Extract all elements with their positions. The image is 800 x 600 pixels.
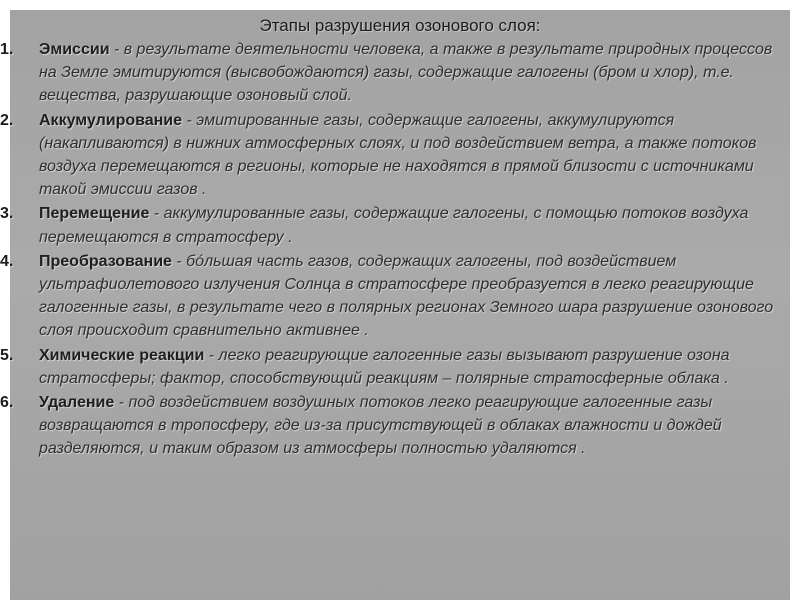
item-number: 6. (0, 394, 14, 412)
item-term: Перемещение (39, 205, 150, 223)
item-description: - легко реагирующие галогенные газы вызывают разрушение озона стратосферы; фактор, способствующий реакциям – полярные стратосферные облака . (39, 346, 730, 387)
page-title: Этапы разрушения озонового слоя: (259, 16, 541, 35)
item-number: 4. (0, 252, 14, 270)
list-item (0, 202, 777, 248)
item-term: Преобразование (39, 252, 172, 270)
item-number: 2. (0, 111, 14, 129)
item-term: Эмиссии (39, 41, 110, 58)
list-item (0, 344, 777, 390)
item-number: 3. (0, 205, 14, 223)
item-term: Удаление (39, 394, 115, 412)
item-term: Химические реакции (39, 346, 205, 364)
item-description: - под воздействием воздушных потоков легко реагирующие галогенные газы возвращаются в тропосферу, где из-за присутствующей в облаках влажности и дождей разделяются, и таким образом из атмосферы полностью удаляются . (39, 394, 722, 458)
list-item (0, 250, 777, 343)
stages-list (0, 38, 800, 462)
item-number: 5. (0, 346, 14, 364)
item-description: - аккумулированные газы, содержащие галогены, с помощью потоков воздуха перемещаются в стратосферу . (39, 205, 749, 246)
list-item (0, 391, 777, 461)
list-item (0, 38, 777, 108)
item-description: - в результате деятельности человека, а также в результате природных процессов на Земле эмитируются (высвобождаются) газы, содержащие галогены (бром и хлор), т.е. вещества, разрушающие озоновый слой. (39, 41, 773, 105)
item-term: Аккумулирование (39, 111, 183, 129)
list-item (0, 109, 777, 202)
item-description: - бóльшая часть газов, содержащих галогены, под воздействием ультрафиолетового излучения Солнца в стратосфере преобразуется в легко реагирующие галогенные газы, в результате чего в полярных регионах Земного шара разрушение озонового слоя происходит сравнительно активнее . (39, 252, 774, 340)
item-description: - эмитированные газы, содержащие галогены, аккумулируются (накапливаются) в нижних атмосферных слоях, и под воздействием ветра, а также потоков воздуха перемещаются в регионы, которые не находятся в прямой близости с источниками такой эмиссии газов . (39, 111, 757, 199)
item-number: 1. (0, 41, 14, 58)
